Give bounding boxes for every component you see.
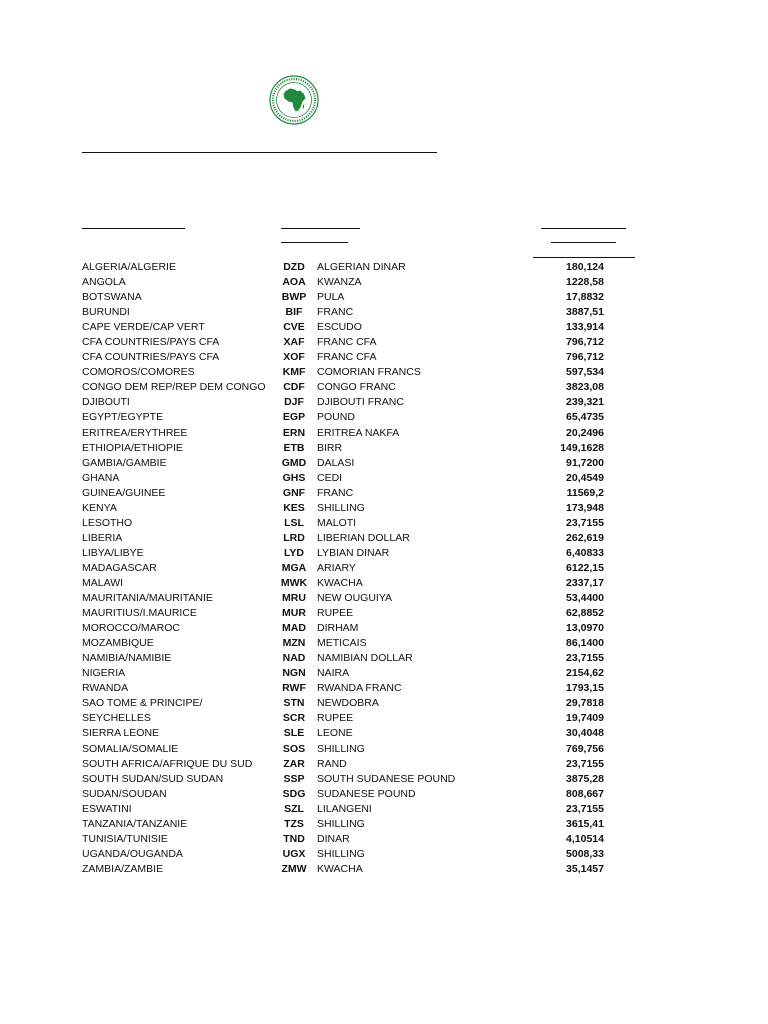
exchange-rate-cell: 65,4735 [566, 411, 604, 424]
exchange-rate-cell: 23,7155 [566, 516, 604, 529]
table-row [82, 817, 642, 832]
country-cell: GHANA [82, 471, 120, 484]
exchange-rate-cell: 6122,15 [566, 561, 604, 574]
table-row [82, 335, 642, 350]
country-cell: SOUTH SUDAN/SUD SUDAN [82, 772, 224, 785]
currency-code-cell: MRU [282, 592, 306, 605]
exchange-rate-cell: 3823,08 [566, 381, 604, 394]
country-cell: BURUNDI [82, 306, 130, 319]
currency-code-cell: MAD [282, 622, 306, 635]
exchange-rate-cell: 3875,28 [566, 772, 604, 785]
country-cell: NIGERIA [82, 667, 126, 680]
currency-code-cell: ZAR [283, 757, 305, 770]
title-underline [82, 152, 437, 153]
currency-name-cell: METICAIS [317, 637, 367, 650]
exchange-rate-cell: 173,948 [566, 501, 604, 514]
country-cell: SEYCHELLES [82, 712, 151, 725]
currency-name-cell: KWANZA [317, 276, 362, 289]
currency-name-cell: RAND [317, 757, 347, 770]
table-row [82, 847, 642, 862]
header-underline-code-sub [281, 242, 348, 243]
country-cell: LESOTHO [82, 516, 133, 529]
exchange-rate-cell: 1228,58 [566, 276, 604, 289]
table-row [82, 260, 642, 275]
table-row [82, 681, 642, 696]
country-cell: COMOROS/COMORES [82, 366, 195, 379]
currency-code-cell: BWP [281, 291, 307, 304]
currency-name-cell: NAIRA [317, 667, 350, 680]
currency-code-cell: DZD [283, 261, 305, 273]
country-cell: CFA COUNTRIES/PAYS CFA [82, 336, 220, 349]
table-row [82, 290, 642, 305]
table-row [82, 561, 642, 576]
table-row [82, 305, 642, 320]
table-row [82, 380, 642, 395]
table-row [82, 711, 642, 726]
country-cell: KENYA [82, 501, 117, 514]
currency-code-cell: RWF [282, 682, 306, 695]
exchange-rate-cell: 62,8852 [566, 607, 604, 620]
country-cell: SAO TOME & PRINCIPE/ [82, 697, 203, 710]
currency-code-cell: TND [283, 832, 305, 845]
currency-code-cell: ERN [282, 426, 306, 439]
table-row [82, 471, 642, 486]
country-cell: ETHIOPIA/ETHIOPIE [82, 441, 183, 454]
exchange-rate-cell: 29,7818 [566, 697, 604, 710]
table-row [82, 651, 642, 666]
table-row [82, 862, 642, 877]
country-cell: BOTSWANA [82, 291, 142, 304]
exchange-rate-cell: 796,712 [566, 336, 604, 349]
currency-code-cell: NGN [282, 667, 306, 680]
country-cell: RWANDA [82, 682, 129, 695]
currency-name-cell: SHILLING [317, 847, 365, 860]
table-row [82, 726, 642, 741]
currency-code-cell: BIF [285, 306, 303, 319]
table-row [82, 486, 642, 501]
currency-name-cell: RWANDA FRANC [317, 682, 402, 695]
country-cell: MALAWI [82, 576, 124, 589]
currency-name-cell: NAMIBIAN DOLLAR [317, 652, 413, 665]
currency-code-cell: SDG [282, 787, 306, 800]
table-row [82, 501, 642, 516]
currency-name-cell: SUDANESE POUND [317, 787, 416, 800]
country-cell: GAMBIA/GAMBIE [82, 456, 167, 469]
table-row [82, 832, 642, 847]
currency-name-cell: MALOTI [317, 516, 357, 529]
currency-name-cell: FRANC [317, 306, 354, 319]
table-row [82, 426, 642, 441]
header-underline-country [82, 228, 185, 229]
table-row [82, 576, 642, 591]
currency-name-cell: BIRR [317, 441, 343, 454]
currency-name-cell: KWACHA [317, 576, 363, 589]
country-cell: SIERRA LEONE [82, 727, 160, 740]
exchange-rate-cell: 30,4048 [566, 727, 604, 740]
country-cell: EGYPT/EGYPTE [82, 411, 164, 424]
table-row [82, 410, 642, 425]
table-row [82, 516, 642, 531]
currency-name-cell: SHILLING [317, 742, 365, 755]
header-underline-rate-sub [551, 242, 616, 243]
table-row [82, 696, 642, 711]
exchange-rate-cell: 91,7200 [566, 456, 604, 469]
currency-name-cell: DIRHAM [317, 622, 359, 635]
currency-name-cell: SOUTH SUDANESE POUND [317, 772, 456, 785]
currency-code-cell: LYD [283, 546, 305, 559]
exchange-rate-cell: 3887,51 [566, 306, 604, 319]
currency-code-cell: XOF [283, 351, 305, 364]
country-cell: SOMALIA/SOMALIE [82, 742, 179, 755]
country-cell: ALGERIA/ALGERIE [82, 261, 176, 273]
exchange-rates-table [82, 260, 642, 877]
currency-code-cell: NAD [282, 652, 306, 665]
currency-name-cell: DINAR [317, 832, 350, 845]
table-row [82, 772, 642, 787]
exchange-rate-cell: 180,124 [566, 261, 604, 273]
exchange-rate-cell: 262,619 [566, 531, 604, 544]
currency-name-cell: RUPEE [317, 607, 354, 620]
exchange-rate-cell: 5008,33 [566, 847, 604, 860]
country-cell: MOROCCO/MAROC [82, 622, 180, 635]
currency-name-cell: CEDI [317, 471, 343, 484]
currency-name-cell: KWACHA [317, 862, 363, 875]
exchange-rate-cell: 13,0970 [566, 622, 604, 635]
exchange-rate-cell: 23,7155 [566, 802, 604, 815]
exchange-rate-cell: 23,7155 [566, 757, 604, 770]
exchange-rate-cell: 239,321 [566, 396, 604, 409]
exchange-rate-cell: 17,8832 [566, 291, 604, 304]
currency-name-cell: FRANC [317, 486, 354, 499]
currency-name-cell: DALASI [317, 456, 355, 469]
exchange-rate-cell: 133,914 [566, 321, 604, 334]
country-cell: ESWATINI [82, 802, 132, 815]
exchange-rate-cell: 769,756 [566, 742, 604, 755]
currency-code-cell: ETB [283, 441, 305, 454]
exchange-rate-cell: 19,7409 [566, 712, 604, 725]
country-cell: ZAMBIA/ZAMBIE [82, 862, 164, 875]
country-cell: CFA COUNTRIES/PAYS CFA [82, 351, 220, 364]
table-row [82, 531, 642, 546]
currency-code-cell: SLE [283, 727, 305, 740]
table-row [82, 395, 642, 410]
currency-code-cell: MGA [281, 561, 307, 574]
header-underline-rate [541, 228, 626, 229]
exchange-rate-cell: 2337,17 [566, 576, 604, 589]
currency-name-cell: SHILLING [317, 817, 365, 830]
exchange-rate-cell: 808,667 [566, 787, 604, 800]
exchange-rate-cell: 1793,15 [566, 682, 604, 695]
currency-code-cell: SCR [282, 712, 306, 725]
currency-code-cell: DJF [284, 396, 304, 409]
country-cell: TUNISIA/TUNISIE [82, 832, 168, 845]
currency-code-cell: TZS [284, 817, 304, 830]
currency-code-cell: KES [283, 501, 305, 514]
currency-code-cell: UGX [282, 847, 306, 860]
currency-name-cell: DJIBOUTI FRANC [317, 396, 404, 409]
currency-code-cell: ZMW [281, 862, 307, 875]
country-cell: LIBYA/LIBYE [82, 546, 144, 559]
exchange-rate-cell: 35,1457 [566, 862, 604, 875]
currency-name-cell: PULA [317, 291, 345, 304]
country-cell: SUDAN/SOUDAN [82, 787, 167, 800]
table-row [82, 606, 642, 621]
exchange-rate-cell: 53,4400 [566, 592, 604, 605]
table-row [82, 365, 642, 380]
currency-name-cell: SHILLING [317, 501, 365, 514]
currency-code-cell: SOS [282, 742, 306, 755]
table-row [82, 636, 642, 651]
currency-name-cell: FRANC CFA [317, 351, 377, 364]
country-cell: NAMIBIA/NAMIBIE [82, 652, 172, 665]
table-row [82, 591, 642, 606]
country-cell: MOZAMBIQUE [82, 637, 154, 650]
currency-code-cell: XAF [283, 336, 305, 349]
exchange-rate-cell: 796,712 [566, 351, 604, 364]
currency-name-cell: NEWDOBRA [317, 697, 379, 710]
exchange-rate-cell: 149,1628 [560, 441, 604, 454]
currency-name-cell: LEONE [317, 727, 353, 740]
currency-code-cell: LRD [283, 531, 305, 544]
table-row [82, 757, 642, 772]
country-cell: ANGOLA [82, 276, 126, 289]
currency-name-cell: ERITREA NAKFA [317, 426, 400, 439]
exchange-rate-cell: 20,4549 [566, 471, 604, 484]
currency-code-cell: STN [283, 697, 305, 710]
exchange-rate-cell: 4,10514 [566, 832, 604, 845]
exchange-rate-cell: 20,2496 [566, 426, 604, 439]
currency-code-cell: GHS [282, 471, 306, 484]
exchange-rate-cell: 597,534 [566, 366, 604, 379]
africa-logo-icon [268, 74, 320, 126]
exchange-rate-cell: 11569,2 [566, 486, 604, 499]
currency-code-cell: SSP [283, 772, 305, 785]
country-cell: UGANDA/OUGANDA [82, 847, 183, 860]
currency-name-cell: RUPEE [317, 712, 354, 725]
currency-name-cell: LIBERIAN DOLLAR [317, 531, 410, 544]
currency-code-cell: AOA [282, 276, 306, 289]
table-row [82, 787, 642, 802]
country-cell: MAURITIUS/I.MAURICE [82, 607, 197, 620]
currency-name-cell: POUND [317, 411, 355, 424]
exchange-rate-cell: 2154,62 [566, 667, 604, 680]
table-row [82, 666, 642, 681]
currency-code-cell: EGP [282, 411, 306, 424]
currency-name-cell: CONGO FRANC [317, 381, 396, 394]
currency-code-cell: LSL [284, 516, 304, 529]
table-row [82, 456, 642, 471]
exchange-rate-cell: 3615,41 [566, 817, 604, 830]
currency-code-cell: CDF [283, 381, 305, 394]
exchange-rate-cell: 86,1400 [566, 637, 604, 650]
country-cell: CONGO DEM REP/REP DEM CONGO [82, 381, 266, 394]
country-cell: LIBERIA [82, 531, 123, 544]
table-row [82, 441, 642, 456]
currency-code-cell: KMF [282, 366, 306, 379]
currency-name-cell: NEW OUGUIYA [317, 592, 393, 605]
currency-code-cell: MUR [282, 607, 306, 620]
currency-name-cell: ARIARY [317, 561, 356, 574]
exchange-rate-cell: 6,40833 [566, 546, 604, 559]
table-row [82, 742, 642, 757]
country-cell: ERITREA/ERYTHREE [82, 426, 188, 439]
currency-code-cell: CVE [283, 321, 305, 334]
table-row [82, 546, 642, 561]
country-cell: CAPE VERDE/CAP VERT [82, 321, 205, 334]
country-cell: SOUTH AFRICA/AFRIQUE DU SUD [82, 757, 253, 770]
currency-code-cell: SZL [284, 802, 304, 815]
currency-name-cell: FRANC CFA [317, 336, 377, 349]
currency-code-cell: GNF [282, 486, 306, 499]
currency-name-cell: ALGERIAN DINAR [317, 261, 406, 273]
table-row [82, 275, 642, 290]
table-row [82, 621, 642, 636]
table-row [82, 350, 642, 365]
table-row [82, 802, 642, 817]
currency-code-cell: GMD [281, 456, 307, 469]
currency-name-cell: LILANGENI [317, 802, 372, 815]
country-cell: MADAGASCAR [82, 561, 157, 574]
country-cell: GUINEA/GUINEE [82, 486, 166, 499]
currency-name-cell: LYBIAN DINAR [317, 546, 390, 559]
currency-code-cell: MWK [280, 576, 308, 589]
exchange-rate-cell: 23,7155 [566, 652, 604, 665]
header-underline-code [281, 228, 360, 229]
country-cell: MAURITANIA/MAURITANIE [82, 592, 213, 605]
table-row [82, 320, 642, 335]
country-cell: DJIBOUTI [82, 396, 130, 409]
header-underline-rate-bottom [533, 257, 635, 258]
currency-name-cell: COMORIAN FRANCS [317, 366, 421, 379]
country-cell: TANZANIA/TANZANIE [82, 817, 188, 830]
currency-name-cell: ESCUDO [317, 321, 362, 334]
currency-code-cell: MZN [282, 637, 306, 650]
